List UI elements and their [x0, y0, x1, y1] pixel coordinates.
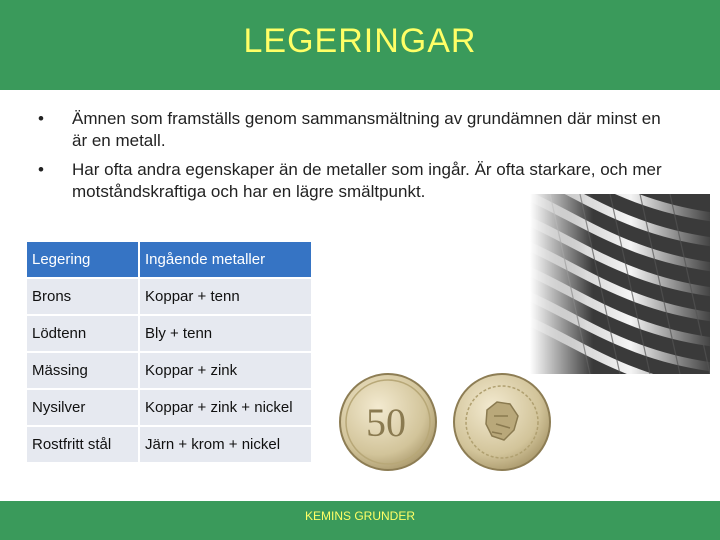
bullet-icon: • — [38, 160, 44, 179]
steel-wire-rope-image — [530, 194, 710, 374]
table-cell: Mässing — [27, 353, 138, 388]
footer-bar — [0, 501, 720, 540]
table-cell: Koppar + zink — [140, 353, 311, 388]
table-cell: Bly + tenn — [140, 316, 311, 351]
bullet-text: Ämnen som framställs genom sammansmältning av grundämnen där minst en är en metall. — [72, 109, 661, 150]
bullet-icon: • — [38, 109, 44, 128]
table-cell: Lödtenn — [27, 316, 138, 351]
table-cell: Nysilver — [27, 390, 138, 425]
table-row — [27, 353, 311, 388]
title-bar — [0, 0, 720, 90]
slide-title: LEGERINGAR — [243, 22, 477, 60]
coin-front-image — [338, 372, 438, 472]
bullet-text: Har ofta andra egenskaper än de metaller som ingår. Är ofta starkare, och mer motståndskraftiga och har en lägre smältpunkt. — [72, 160, 662, 201]
table-cell: Järn + krom + nickel — [140, 427, 311, 462]
coin-back-image — [452, 372, 552, 472]
coin-denomination: 50 — [366, 400, 406, 445]
table-row — [27, 390, 311, 425]
table-header-row — [27, 242, 311, 277]
column-header: Legering — [27, 242, 138, 277]
table-cell: Koppar + tenn — [140, 279, 311, 314]
footer-label: KEMINS GRUNDER — [304, 509, 415, 523]
table-cell: Rostfritt stål — [27, 427, 138, 462]
table-row — [27, 316, 311, 351]
column-header: Ingående metaller — [140, 242, 311, 277]
table-cell: Koppar + zink + nickel — [140, 390, 311, 425]
table-row — [27, 427, 311, 462]
alloy-table — [25, 240, 313, 464]
bullet-item — [38, 108, 678, 152]
table-cell: Brons — [27, 279, 138, 314]
table-row — [27, 279, 311, 314]
